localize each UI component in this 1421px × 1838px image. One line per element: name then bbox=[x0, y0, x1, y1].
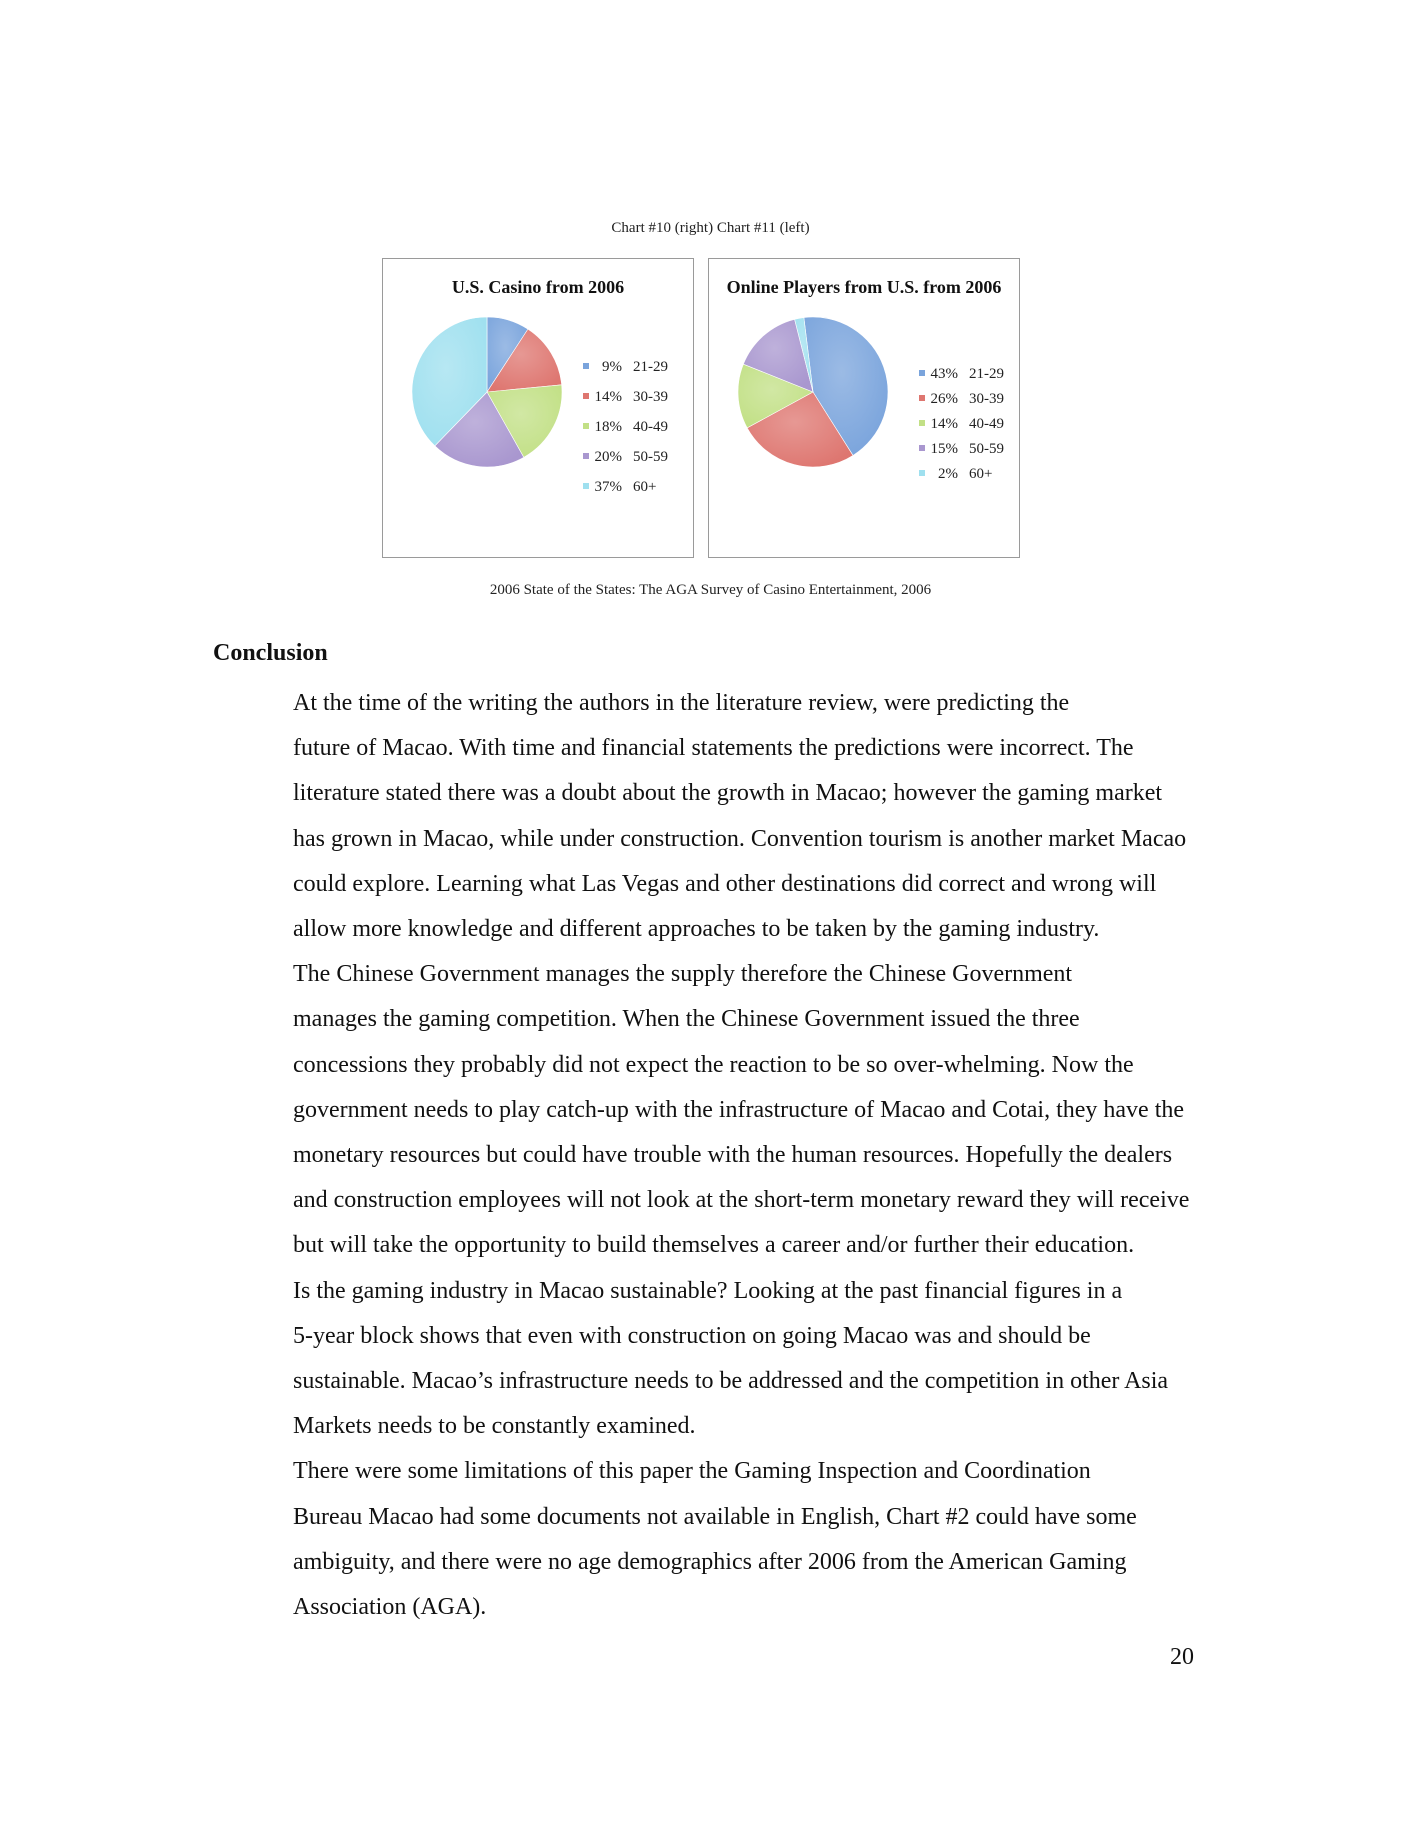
section-heading: Conclusion bbox=[213, 640, 328, 666]
legend-label-50-59: 50-59 bbox=[633, 449, 668, 465]
text-line: could explore. Learning what Las Vegas and other destinations did correct and wrong will bbox=[293, 870, 1157, 897]
paragraph-4 bbox=[213, 1449, 1253, 1630]
figure-source: 2006 State of the States: The AGA Survey of Casino Entertainment, 2006 bbox=[489, 582, 932, 598]
text-line: At the time of the writing the authors in the literature review, were predicting the bbox=[293, 690, 1070, 716]
legend-marker-40-49 bbox=[583, 423, 589, 429]
legend-value-21-29: 43% bbox=[930, 366, 958, 382]
section-body bbox=[213, 681, 1253, 1630]
text-line: government needs to play catch-up with the infrastructure of Macao and Cotai, they have the bbox=[293, 1096, 1185, 1123]
pie-chart-online-players bbox=[709, 259, 1019, 556]
text-line: literature stated there was a doubt about the growth in Macao; however the gaming market bbox=[293, 780, 1163, 807]
text-line: monetary resources but could have trouble with the human resources. Hopefully the dealers bbox=[293, 1142, 1173, 1169]
chart-online-players bbox=[708, 258, 1020, 558]
text-line: and construction employees will not look at the short-term monetary reward they will receive bbox=[293, 1187, 1190, 1214]
legend-label-60+: 60+ bbox=[969, 466, 993, 482]
text-line: Bureau Macao had some documents not available in English, Chart #2 could have some bbox=[293, 1503, 1137, 1530]
legend-value-50-59: 20% bbox=[594, 449, 622, 465]
legend-label-21-29: 21-29 bbox=[633, 359, 668, 375]
text-line: concessions they probably did not expect the reaction to be so over-whelming. Now the bbox=[293, 1051, 1134, 1078]
text-line: future of Macao. With time and financial statements the predictions were incorrect. The bbox=[293, 735, 1134, 762]
legend-label-21-29: 21-29 bbox=[969, 366, 1004, 382]
text-line: manages the gaming competition. When the Chinese Government issued the three bbox=[293, 1006, 1080, 1033]
legend-value-50-59: 15% bbox=[930, 441, 958, 457]
legend-marker-30-39 bbox=[919, 395, 925, 401]
text-line: sustainable. Macao’s infrastructure needs to be addressed and the competition in other Asia bbox=[293, 1368, 1169, 1395]
legend-value-60+: 2% bbox=[938, 466, 958, 482]
pie-chart-us-casino bbox=[383, 259, 693, 556]
legend-value-30-39: 26% bbox=[930, 391, 958, 407]
text-line: The Chinese Government manages the supply therefore the Chinese Government bbox=[293, 961, 1073, 988]
legend-label-50-59: 50-59 bbox=[969, 441, 1004, 457]
chart-us-casino bbox=[382, 258, 694, 558]
chart-title: U.S. Casino from 2006 bbox=[451, 277, 625, 297]
paragraph-2 bbox=[213, 952, 1253, 1268]
text-line: allow more knowledge and different approaches to be taken by the gaming industry. bbox=[293, 916, 1100, 943]
page-number: 20 bbox=[1170, 1644, 1194, 1670]
legend-label-30-39: 30-39 bbox=[633, 389, 668, 405]
legend-marker-60+ bbox=[583, 483, 589, 489]
legend-value-60+: 37% bbox=[594, 479, 622, 495]
legend-label-30-39: 30-39 bbox=[969, 391, 1004, 407]
legend-marker-21-29 bbox=[919, 370, 925, 376]
text-line: has grown in Macao, while under construction. Convention tourism is another market Macao bbox=[293, 825, 1187, 852]
text-line: There were some limitations of this paper the Gaming Inspection and Coordination bbox=[293, 1458, 1091, 1485]
paragraph-3 bbox=[213, 1269, 1253, 1450]
legend-marker-21-29 bbox=[583, 363, 589, 369]
legend-label-60+: 60+ bbox=[633, 479, 657, 495]
legend-marker-40-49 bbox=[919, 420, 925, 426]
legend-marker-50-59 bbox=[919, 445, 925, 451]
legend-value-40-49: 14% bbox=[930, 416, 958, 432]
legend-value-30-39: 14% bbox=[594, 389, 622, 405]
legend-value-21-29: 9% bbox=[602, 359, 622, 375]
figure-caption: Chart #10 (right) Chart #11 (left) bbox=[611, 220, 810, 236]
text-line: 5-year block shows that even with construction on going Macao was and should be bbox=[293, 1322, 1091, 1349]
text-line: ambiguity, and there were no age demographics after 2006 from the American Gaming bbox=[293, 1548, 1127, 1575]
legend-value-40-49: 18% bbox=[594, 419, 622, 435]
text-line: Is the gaming industry in Macao sustainable? Looking at the past financial figures in a bbox=[293, 1277, 1123, 1304]
legend-marker-30-39 bbox=[583, 393, 589, 399]
legend-label-40-49: 40-49 bbox=[969, 416, 1004, 432]
paragraph-1 bbox=[213, 681, 1253, 952]
text-line: but will take the opportunity to build themselves a career and/or further their education. bbox=[293, 1232, 1135, 1259]
legend-marker-50-59 bbox=[583, 453, 589, 459]
text-line: Association (AGA). bbox=[293, 1594, 487, 1621]
legend-label-40-49: 40-49 bbox=[633, 419, 668, 435]
legend-marker-60+ bbox=[919, 470, 925, 476]
text-line: Markets needs to be constantly examined. bbox=[293, 1413, 696, 1440]
chart-title: Online Players from U.S. from 2006 bbox=[726, 277, 1002, 297]
